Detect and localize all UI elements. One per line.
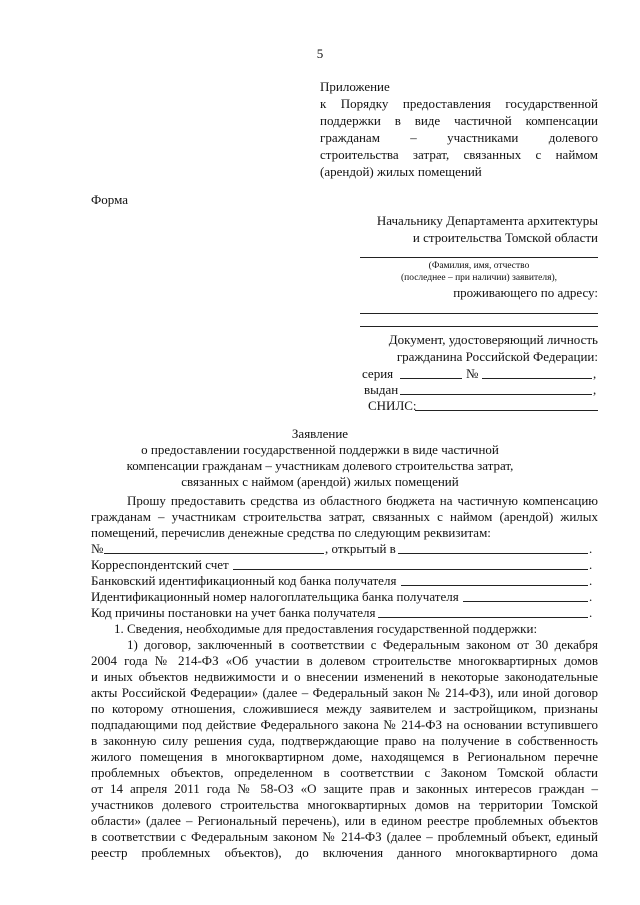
account-number-field[interactable] [104, 553, 324, 554]
statement-subtitle-1: о предоставлении государственной поддержки в виде частичной [141, 442, 499, 457]
body-p1-line: Прошу предоставить средства из областного бюджета на частичную компенсацию [127, 493, 598, 508]
period: . [589, 605, 593, 620]
number-label: № [466, 366, 479, 381]
appendix-line: (арендой) жилых помещений [320, 164, 482, 179]
appendix-line: к Порядку предоставления государственной [320, 96, 598, 111]
snils-field[interactable] [415, 410, 598, 411]
appendix-line: гражданам – участниками долевого [320, 130, 598, 145]
series-field[interactable] [400, 378, 462, 379]
bank-name-field[interactable] [398, 553, 588, 554]
section-1-line: области» (далее – Региональный перечень), или в едином реестре проблемных объектов [91, 813, 598, 828]
section-1-line: проблемных объектов, определенном в соответствии с Законом Томской области [91, 765, 598, 780]
period: . [589, 573, 593, 588]
address-field-1[interactable] [360, 313, 598, 314]
corr-account-label: Корреспондентский счет [91, 557, 229, 572]
period: . [589, 557, 593, 572]
section-1-heading: 1. Сведения, необходимые для предоставления государственной поддержки: [114, 621, 538, 636]
period: . [589, 541, 593, 556]
account-no-label: № [91, 541, 104, 556]
account-opened-label: , открытый в [325, 541, 396, 556]
id-doc-line-1: Документ, удостоверяющий личность [388, 332, 598, 347]
section-1-line: по которому отношения, сложившиеся между заявителем и застройщиком, признаны [91, 701, 598, 716]
appendix-title: Приложение [320, 79, 390, 94]
appendix-line: поддержки в виде частичной компенсации [320, 113, 598, 128]
section-1-line: 1) договор, заключенный в соответствии с Федеральным законом от 30 декабря [127, 637, 598, 652]
snils-label: СНИЛС: [368, 398, 417, 413]
appendix-line: строительства затрат, связанных с наймом [320, 147, 598, 162]
addressee-line-2: и строительства Томской области [412, 230, 598, 245]
body-p1-line: гражданам – участникам строительства затрат, связанных с наймом (арендой) жилых [91, 509, 598, 524]
bik-field[interactable] [401, 585, 588, 586]
section-1-line: подпадающими под действие Федерального закона № 214-ФЗ на основании вступившего [91, 717, 598, 732]
issued-label: выдан [364, 382, 399, 397]
addressee-line-1: Начальнику Департамента архитектуры [376, 213, 598, 228]
section-1-line: реестр проблемных объектов), до включения данного многоквартирного дома [91, 845, 598, 860]
applicant-name-field[interactable] [360, 257, 598, 258]
id-doc-line-2: гражданина Российской Федерации: [396, 349, 598, 364]
statement-subtitle-2: компенсации гражданам – участникам долевого строительства затрат, [126, 458, 514, 473]
section-1-line: акты Российской Федерации» (далее – Федеральный закон № 214-ФЗ), или иной договор [91, 685, 598, 700]
period: . [589, 589, 593, 604]
comma: , [593, 366, 597, 381]
bik-label: Банковский идентификационный код банка получателя [91, 573, 397, 588]
residing-label: проживающего по адресу: [453, 285, 598, 300]
section-1-line: и иных объектов недвижимости и о внесении изменений в некоторые законодательные [91, 669, 598, 684]
section-1-line: от 14 апреля 2011 года № 58-ОЗ «О защите прав и законных интересов граждан – [91, 781, 598, 796]
section-1-line: жилого помещения в многоквартирном доме, находящемся в Региональном перечне [91, 749, 598, 764]
comma: , [593, 382, 597, 397]
series-label: серия [362, 366, 394, 381]
section-1-line: 2004 года № 214-ФЗ «Об участии в долевом строительстве многоквартирных домов [91, 653, 598, 668]
corr-account-field[interactable] [233, 569, 588, 570]
statement-title: Заявление [291, 426, 349, 441]
body-p1-line: помещений, перечислив денежные средства по следующим реквизитам: [91, 525, 491, 540]
number-field[interactable] [482, 378, 592, 379]
kpp-label: Код причины постановки на учет банка получателя [91, 605, 376, 620]
inn-field[interactable] [463, 601, 588, 602]
hint-fio-2: (последнее – при наличии) заявителя), [400, 273, 558, 283]
form-label: Форма [91, 192, 128, 207]
inn-label: Идентификационный номер налогоплательщика банка получателя [91, 589, 459, 604]
statement-subtitle-3: связанных с наймом (арендой) жилых помещений [181, 474, 459, 489]
issued-field[interactable] [400, 394, 592, 395]
section-1-line: участников долевого строительства многоквартирных домов на территории Томской [91, 797, 598, 812]
section-1-line: в законную силу решения суда, подтверждающие право на получение в собственность [91, 733, 598, 748]
page-number: 5 [316, 46, 324, 61]
kpp-field[interactable] [378, 617, 588, 618]
hint-fio: (Фамилия, имя, отчество [428, 261, 530, 271]
address-field-2[interactable] [360, 326, 598, 327]
section-1-line: в соответствии с Федеральным законом № 214-ФЗ (далее – проблемный объект, единый [91, 829, 598, 844]
